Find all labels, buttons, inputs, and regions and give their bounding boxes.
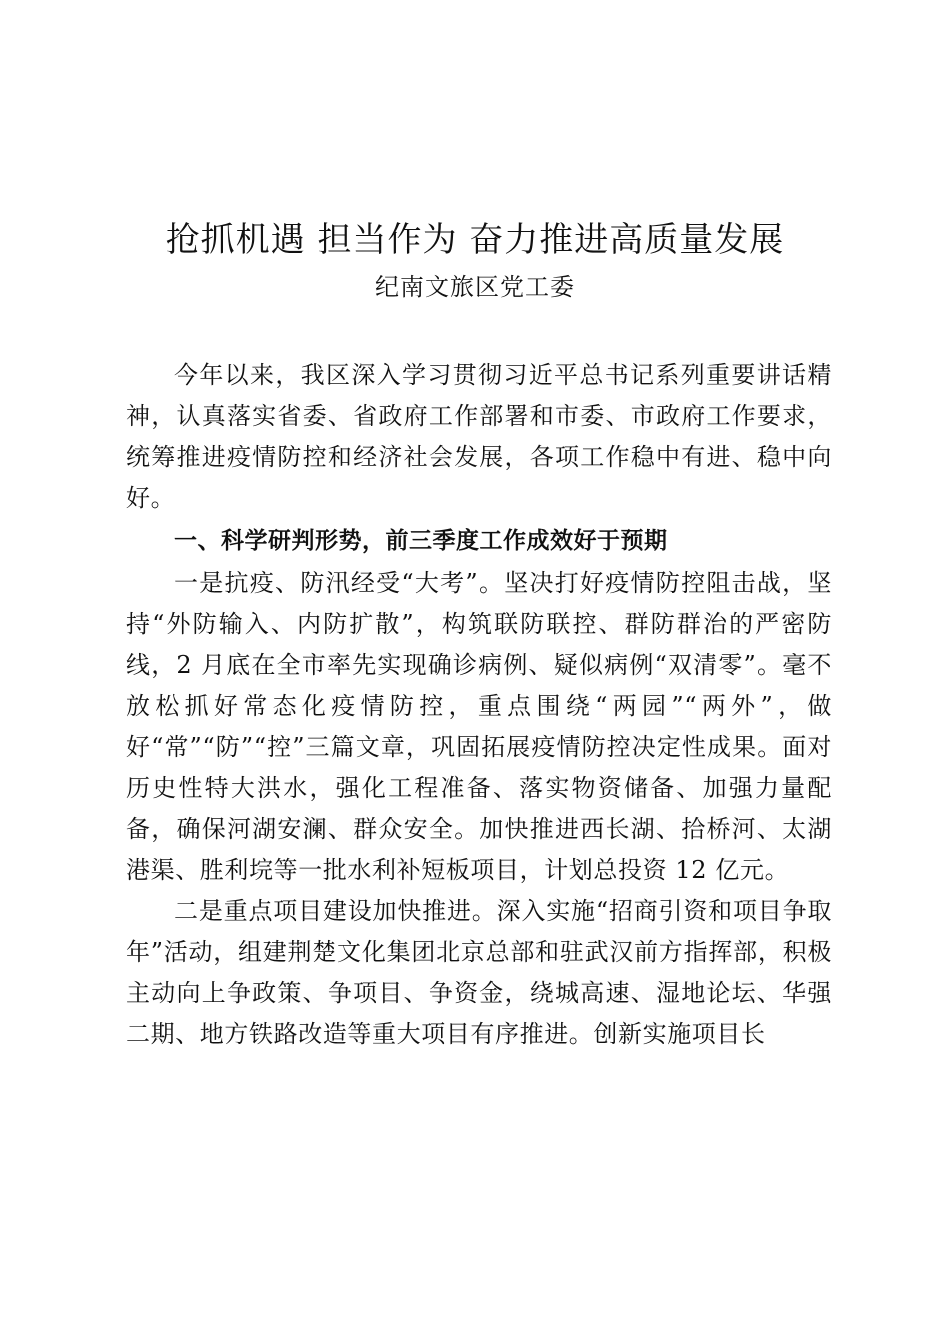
paragraph-key-projects: 二是重点项目建设加快推进。深入实施“招商引资和项目争取年”活动，组建荆楚文化集团北京总部和驻武汉前方指挥部，积极主动向上争政策、争项目、争资金，绕城高速、湿地论坛、华强二期、地方铁路改造等重大项目有序推进。创新实施项目长 xyxy=(126,897,832,1048)
document-author: 纪南文旅区党工委 xyxy=(375,273,575,301)
section-heading: 一、科学研判形势，前三季度工作成效好于预期 xyxy=(174,528,668,554)
document-title: 抢抓机遇 担当作为 奋力推进高质量发展 xyxy=(165,220,785,260)
document-body xyxy=(126,355,832,1055)
paragraph-epidemic-flood: 一是抗疫、防汛经受“大考”。坚决打好疫情防控阻击战，坚持“外防输入、内防扩散”，构筑联防联控、群防群治的严密防线，2 月底在全市率先实现确诊病例、疑似病例“双清零”。毫不放松抓好常态化疫情防控，重点围绕“两园”“两外”，做好“常”“防”“控”三篇文章，巩固拓展疫情防控决定性成果。面对历史性特大洪水，强化工程准备、落实物资储备、加强力量配备，确保河湖安澜、群众安全。加快推进西长湖、拾桥河、太湖港渠、胜利垸等一批水利补短板项目，计划总投资 12 亿元。 xyxy=(126,569,832,884)
intro-paragraph: 今年以来，我区深入学习贯彻习近平总书记系列重要讲话精神，认真落实省委、省政府工作部署和市委、市政府工作要求，统筹推进疫情防控和经济社会发展，各项工作稳中有进、稳中向好。 xyxy=(126,361,832,512)
